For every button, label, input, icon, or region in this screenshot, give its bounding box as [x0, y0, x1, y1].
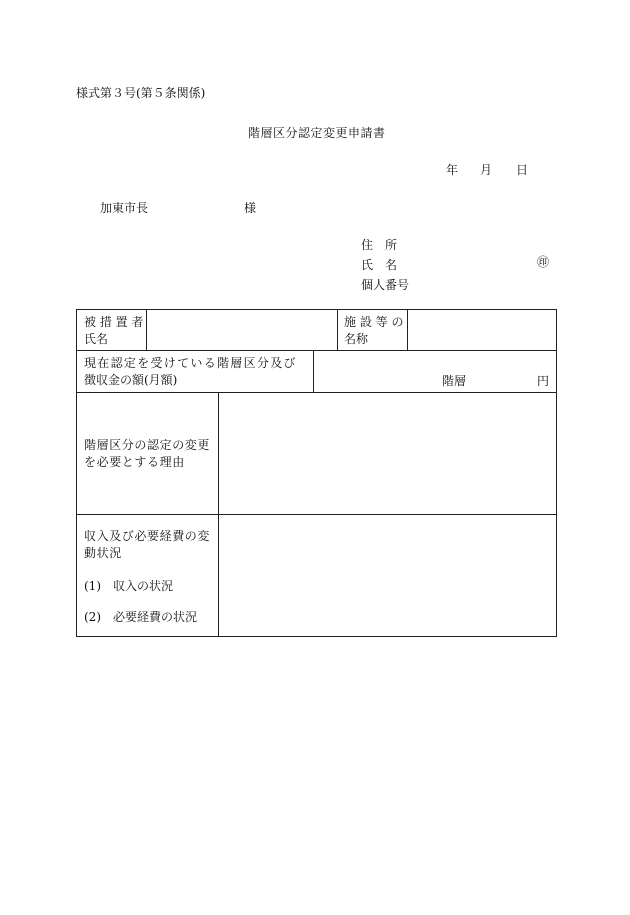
- current-tier-fee-field[interactable]: [314, 351, 556, 392]
- change-reason-field[interactable]: [219, 393, 556, 514]
- column-divider: [337, 309, 338, 350]
- honorific: 様: [244, 201, 257, 215]
- current-tier-fee-label: 現在認定を受けている階層区分及び 徴収金の額(月額): [84, 356, 297, 387]
- date-month-label: 月: [480, 163, 493, 177]
- facility-name-field[interactable]: [408, 310, 556, 350]
- expense-status-item: (2) 必要経費の状況: [84, 610, 197, 624]
- date-year-label: 年: [446, 163, 459, 177]
- form-number: 様式第３号(第５条関係): [76, 86, 206, 100]
- person-name-label: 被 措 置 者 氏名: [84, 315, 144, 346]
- tier-unit-label: 階層: [442, 374, 467, 388]
- addressee: 加東市長: [100, 201, 149, 215]
- applicant-personal-number-label: 個人番号: [361, 278, 410, 292]
- applicant-address-label: 住 所: [361, 238, 398, 252]
- income-status-item: (1) 収入の状況: [84, 579, 173, 593]
- document-title: 階層区分認定変更申請書: [248, 126, 386, 140]
- income-expense-field[interactable]: [219, 515, 556, 636]
- date-day-label: 日: [516, 163, 529, 177]
- facility-name-label: 施 設 等 の 名称: [344, 315, 404, 346]
- change-reason-label: 階層区分の認定の変更 を必要とする理由: [84, 438, 211, 469]
- yen-unit-label: 円: [537, 374, 550, 388]
- income-expense-label: 収入及び必要経費の変 動状況: [84, 529, 211, 560]
- person-name-field[interactable]: [147, 310, 336, 350]
- seal-icon: ㊞: [537, 255, 550, 269]
- applicant-name-label: 氏 名: [361, 258, 398, 272]
